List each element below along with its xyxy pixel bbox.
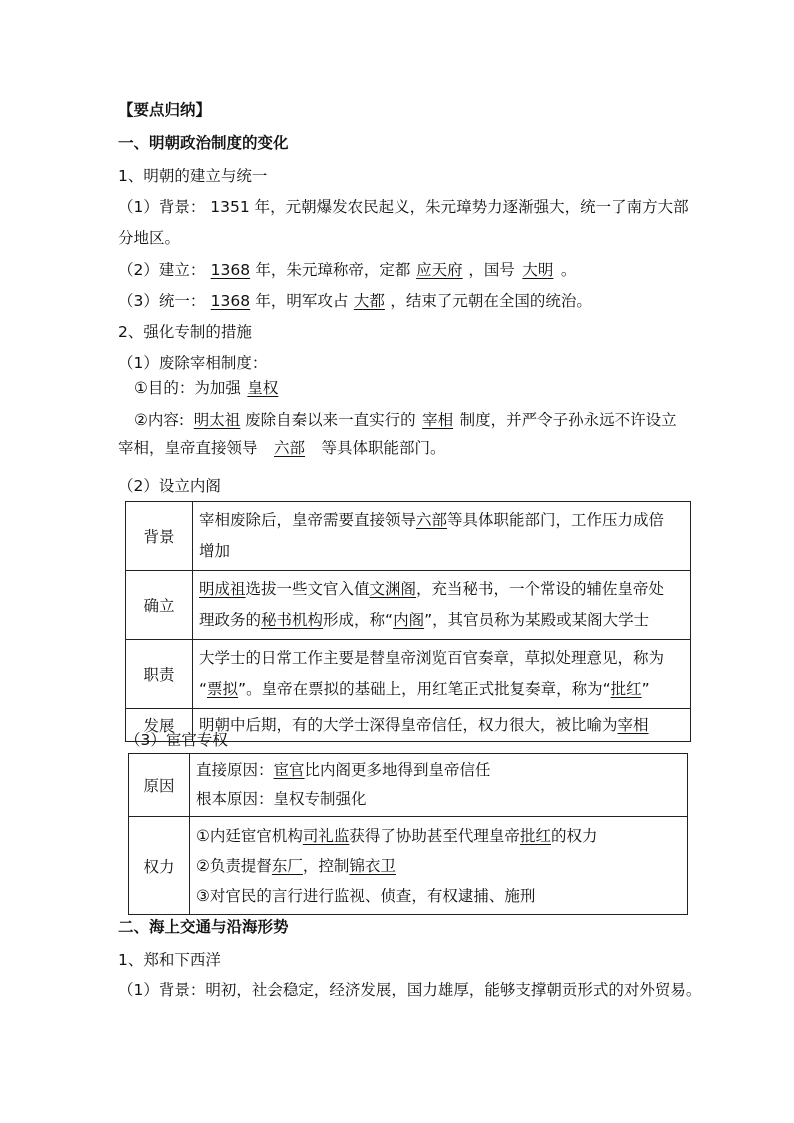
point-title: （3）宦官专权 <box>125 731 228 749</box>
row-label: 权力 <box>129 817 190 915</box>
row-label: 职责 <box>126 640 193 709</box>
text: 理政务的 <box>199 611 262 629</box>
keyword: 宰相 <box>617 716 649 734</box>
background-line-2: 分地区。 <box>118 229 181 247</box>
row-label: 原因 <box>129 754 190 817</box>
text: ，结束了元朝在全国的统治。 <box>390 292 592 310</box>
text: 增加 <box>199 542 231 560</box>
text: ③对官民的言行进行监视、侦查，有权逮捕、施刑 <box>196 886 536 905</box>
row-content <box>190 754 688 817</box>
keyword: 内阁 <box>393 611 425 629</box>
answer-blank: 六部 <box>274 439 306 457</box>
answer-blank: 宰相 <box>422 411 454 429</box>
text: ②内容: <box>134 411 185 429</box>
eunuch-table <box>128 753 688 915</box>
row-content <box>193 571 691 640</box>
section1-title: 一、明朝政治制度的变化 <box>118 134 289 152</box>
text: 的权力 <box>550 826 598 845</box>
text: “ <box>199 680 208 698</box>
text: 宰相废除后，皇帝需要直接领导 <box>199 511 417 529</box>
keyword: 批红 <box>519 826 551 845</box>
background-line-1: （1）背景： 1351 年，元朝爆发农民起义，朱元璋势力逐渐强大，统一了南方大部 <box>118 198 689 216</box>
answer-blank: 应天府 <box>416 261 463 279</box>
keyword: 票拟 <box>207 680 239 698</box>
text: 选拔一些文官入值 <box>245 580 370 598</box>
text: ”。皇帝在票拟的基础上，用红笔正式批复奏章，称为“ <box>238 680 611 698</box>
text: 获得了协助甚至代理皇帝 <box>349 826 520 845</box>
answer-blank: 1368 <box>210 292 251 310</box>
keyword: 司礼监 <box>302 826 350 845</box>
text: 等具体职能部门。 <box>321 439 446 457</box>
answer-blank: 大明 <box>522 261 554 279</box>
text: ②负责提督 <box>196 856 272 875</box>
text: 明朝中后期，有的大学士深得皇帝信任，权力很大，被比喻为 <box>199 716 618 734</box>
content-line-2 <box>118 438 446 458</box>
text: ，充当秘书，一个常设的辅佐皇帝处 <box>416 580 665 598</box>
purpose-line <box>134 378 285 398</box>
text: 宰相，皇帝直接领导 <box>118 439 258 457</box>
text: ①内廷宦官机构 <box>196 826 303 845</box>
row-content <box>193 502 691 571</box>
background-line: （1）背景：明初，社会稳定，经济发展，国力雄厚，能够支撑朝贡形式的对外贸易。 <box>118 981 702 999</box>
row-label: 发展 <box>126 709 193 742</box>
text: 等具体职能部门，工作压力成倍 <box>447 511 665 529</box>
text: （2）建立： <box>118 261 206 279</box>
answer-blank: 大都 <box>353 292 385 310</box>
subsection-title: 1、明朝的建立与统一 <box>118 167 268 185</box>
keyword: 六部 <box>416 511 448 529</box>
unification-line <box>118 291 592 311</box>
text: ”，其官员称为某殿或某阁大学士 <box>424 611 650 629</box>
keyword: 明成祖 <box>199 580 246 598</box>
cabinet-table <box>125 501 691 742</box>
keyword: 锦衣卫 <box>349 856 396 875</box>
text: 废除自秦以来一直实行的 <box>245 411 416 429</box>
keyword: 秘书机构 <box>261 611 324 629</box>
answer-blank: 明太祖 <box>193 411 241 429</box>
text: 年，朱元璋称帝，定都 <box>255 261 411 279</box>
point-title: （2）设立内阁 <box>118 477 221 495</box>
answer-blank: 皇权 <box>247 379 279 397</box>
keyword: 东厂 <box>271 856 303 875</box>
row-content <box>193 640 691 709</box>
text: ” <box>641 680 650 698</box>
row-label: 确立 <box>126 571 193 640</box>
text: 年，明军攻占 <box>255 292 349 310</box>
row-label: 背景 <box>126 502 193 571</box>
establishment-line <box>118 260 576 280</box>
text: 比内阁更多地得到皇帝信任 <box>304 761 491 779</box>
text: （3）统一： <box>118 292 206 310</box>
section2-title: 二、海上交通与沿海形势 <box>118 918 289 936</box>
row-content <box>190 817 688 915</box>
text: 形成，称“ <box>323 611 394 629</box>
content-line-1 <box>134 410 677 430</box>
text: ，控制 <box>302 856 350 875</box>
subsection-title: 2、强化专制的措施 <box>118 323 252 341</box>
text: ①目的：为加强 <box>134 379 241 397</box>
keyword: 文渊阁 <box>369 580 417 598</box>
keyword: 批红 <box>610 680 642 698</box>
point-title: （1）废除宰相制度： <box>118 354 268 372</box>
text: 直接原因： <box>196 761 274 779</box>
keyword: 宦官 <box>273 761 305 779</box>
row-content <box>193 709 691 742</box>
text: 。 <box>560 261 577 279</box>
text: 制度，并严令子孙永远不许设立 <box>459 411 677 429</box>
section-heading: 【要点归纳】 <box>118 101 212 119</box>
text: ，国号 <box>468 261 515 279</box>
answer-blank: 1368 <box>210 261 251 279</box>
text: 大学士的日常工作主要是替皇帝浏览百官奏章，草拟处理意见，称为 <box>199 649 665 667</box>
subsection-title: 1、郑和下西洋 <box>118 951 221 969</box>
text: 根本原因：皇权专制强化 <box>196 790 367 808</box>
